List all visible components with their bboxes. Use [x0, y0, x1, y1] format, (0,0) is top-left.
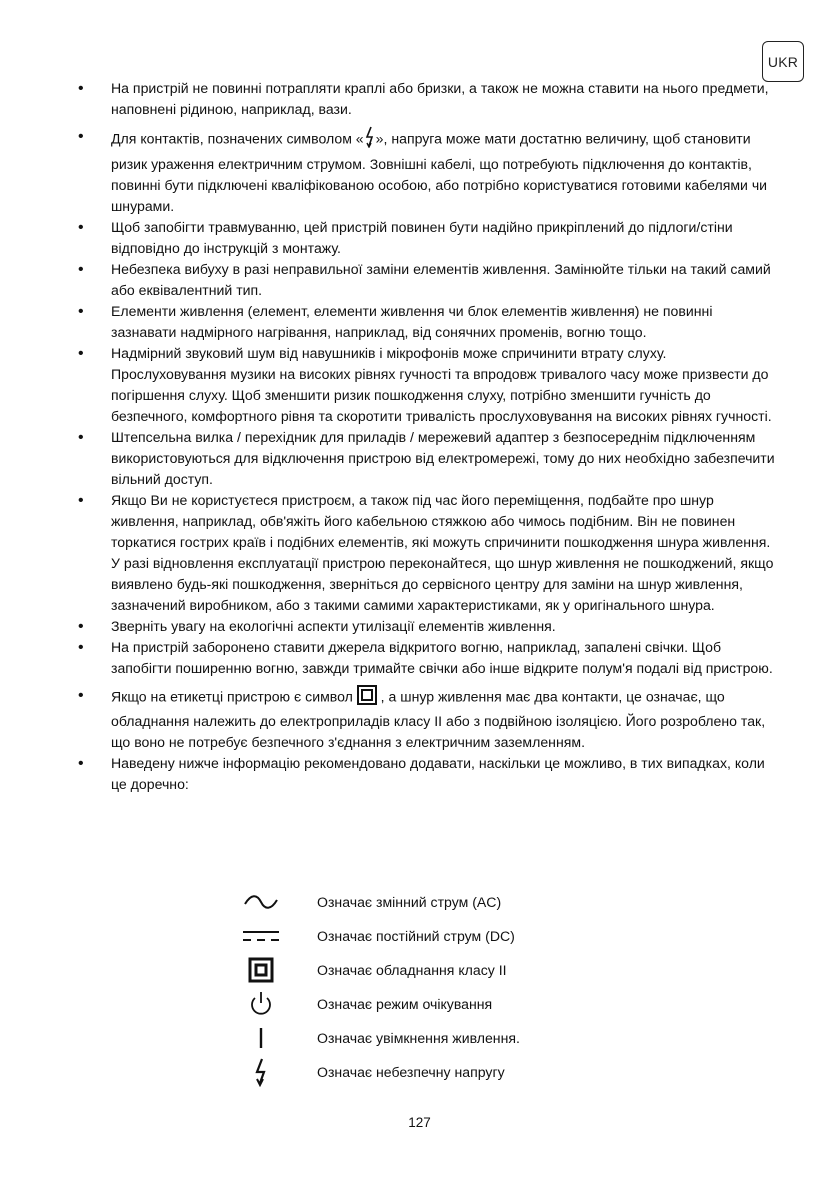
dangerous-voltage-icon [364, 126, 376, 154]
list-item: • Зверніть увагу на екологічні аспекти утилізації елементів живлення. [78, 616, 778, 637]
dangerous-voltage-icon [237, 1058, 285, 1086]
symbol-label: Означає постійний струм (DC) [317, 928, 515, 944]
list-item-text: Якщо на етикетці пристрою є символ [111, 688, 357, 705]
list-item: • На пристрій не повинні потрапляти краплі або бризки, а також не можна ставити на нього предмети, наповнені рідиною, наприклад, вази. [78, 78, 778, 120]
list-item: • На пристрій заборонено ставити джерела відкритого вогню, наприклад, запалені свічки. Щоб запобігти поширенню вогню, завжди тримайте свічки або інше відкрите полум'я подалі від пристрою. [78, 637, 778, 679]
safety-instructions-list [78, 78, 778, 795]
language-badge: UKR [762, 41, 804, 82]
symbol-row [237, 990, 657, 1024]
symbol-row [237, 1058, 657, 1092]
list-item [78, 685, 778, 753]
symbol-label: Означає обладнання класу II [317, 962, 507, 978]
symbol-label: Означає небезпечну напругу [317, 1064, 505, 1080]
list-item-text: », напруга може мати достатню величину, щоб становити ризик ураження електричним струмом. Зовнішні кабелі, що потребують підключення до контактів, повинні бути підключені кваліфікованою особою, або потрібно користуватися готовими кабелями чи шнурами. [111, 130, 768, 214]
class-ii-equipment-icon [357, 685, 377, 711]
symbol-label: Означає увімкнення живлення. [317, 1030, 520, 1046]
symbol-label: Означає режим очікування [317, 996, 493, 1012]
list-item [78, 126, 778, 217]
symbol-row [237, 956, 657, 990]
ac-current-icon [237, 888, 285, 916]
standby-icon [237, 990, 285, 1018]
symbol-row [237, 922, 657, 956]
symbol-label: Означає змінний струм (AC) [317, 894, 502, 910]
symbol-row [237, 1024, 657, 1058]
power-on-icon [237, 1024, 285, 1052]
page-number: 127 [408, 1115, 431, 1130]
list-item-text: , а шнур живлення має два контакти, це означає, що обладнання належить до електроприладів класу II або з подвійною ізоляцією. Його розроблено так, що воно не потребує безпечного з'єднання з електричним заземленням. [111, 688, 766, 750]
list-item: • Штепсельна вилка / перехідник для приладів / мережевий адаптер з безпосереднім підключенням використовуються для відключення пристрою від електромережі, тому до них необхідно забезпечити вільний доступ. [78, 427, 778, 490]
dc-current-icon [237, 922, 285, 950]
list-item: • Якщо Ви не користуєтеся пристроєм, а також під час його переміщення, подбайте про шнур живлення, наприклад, обв'яжіть його кабельною стяжкою або чимось подібним. Він не повинен торкатися гострих країв і подібних елементів, які можуть спричинити пошкодження шнура живлення. У разі відновлення експлуатації пристрою переконайтеся, що шнур живлення не пошкоджений, якщо виявлено будь-які пошкодження, зверніться до сервісного центру для заміни на шнур живлення, зазначений виробником, або з такими самими характеристиками, як у оригінального шнура. [78, 490, 778, 616]
symbol-legend [237, 888, 657, 1092]
list-item: • Щоб запобігти травмуванню, цей пристрій повинен бути надійно прикріплений до підлоги/стіни відповідно до інструкцій з монтажу. [78, 217, 778, 259]
list-item: • Надмірний звуковий шум від навушників і мікрофонів може спричинити втрату слуху. Прослуховування музики на високих рівнях гучності та впродовж тривалого часу може призвести до погіршення слуху. Щоб зменшити ризик пошкодження слуху, потрібно зменшити гучність до безпечного, комфортного рівня та скоротити тривалість прослуховування на високих рівнях гучності. [78, 343, 778, 427]
list-item: • Наведену нижче інформацію рекомендовано додавати, наскільки це можливо, в тих випадках, коли це доречно: [78, 753, 778, 795]
list-item: • Елементи живлення (елемент, елементи живлення чи блок елементів живлення) не повинні зазнавати надмірного нагрівання, наприклад, від сонячних променів, вогню тощо. [78, 301, 778, 343]
list-item-text: Для контактів, позначених символом « [111, 130, 364, 147]
list-item: • Небезпека вибуху в разі неправильної заміни елементів живлення. Замінюйте тільки на такий самий або еквівалентний тип. [78, 259, 778, 301]
symbol-row [237, 888, 657, 922]
class-ii-equipment-icon [237, 956, 285, 984]
